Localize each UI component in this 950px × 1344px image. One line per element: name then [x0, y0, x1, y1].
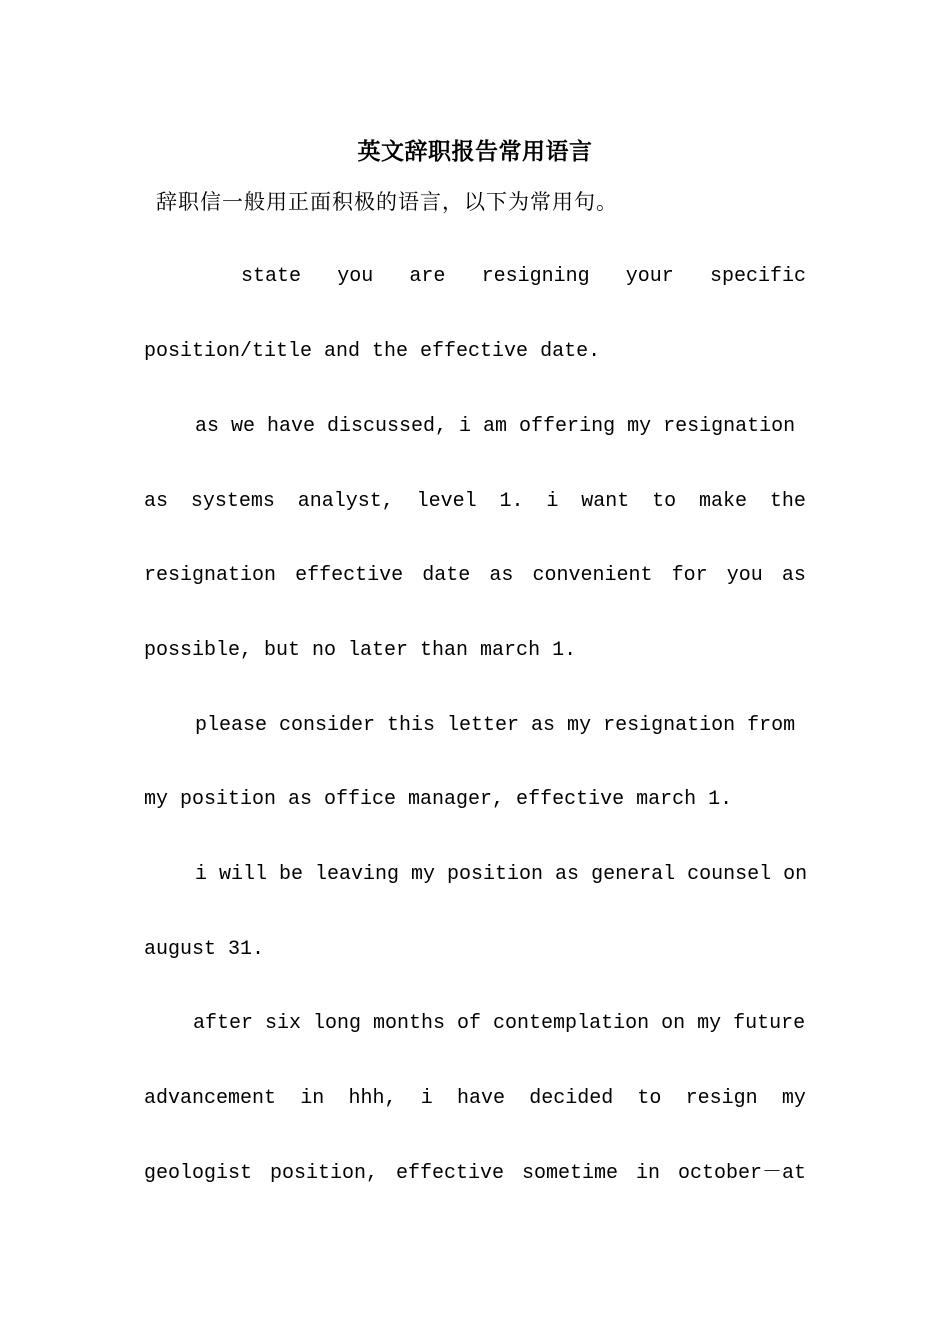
word: systems — [190, 490, 275, 513]
word: resign — [685, 1087, 758, 1110]
word: advancement — [144, 1087, 277, 1110]
text-line — [144, 487, 806, 517]
word: as — [144, 490, 169, 513]
text-line: as we have discussed, i am offering my resignation — [195, 415, 796, 438]
word: for — [671, 564, 708, 587]
word: convenient — [532, 564, 653, 587]
word: state — [241, 265, 302, 288]
word: level — [416, 490, 477, 513]
text-line: my position as office manager, effective march 1. — [144, 788, 733, 811]
word: 1. — [499, 490, 524, 513]
word: resigning — [481, 265, 590, 288]
word: as — [781, 564, 806, 587]
text-line — [241, 262, 806, 292]
word: to — [652, 490, 677, 513]
word: to — [637, 1087, 662, 1110]
word: hhh, — [348, 1087, 397, 1110]
text-line — [144, 1084, 806, 1114]
word: in — [635, 1162, 660, 1185]
word: make — [699, 490, 748, 513]
word: i — [420, 1087, 433, 1110]
word: analyst, — [297, 490, 394, 513]
text-line — [144, 561, 806, 591]
intro-paragraph: 辞职信一般用正面积极的语言，以下为常用句。 — [156, 190, 618, 214]
text-line: possible, but no later than march 1. — [144, 639, 577, 662]
word: effective — [396, 1162, 505, 1185]
word: in — [300, 1087, 325, 1110]
word: october－at — [677, 1162, 806, 1185]
word: resignation — [144, 564, 277, 587]
text-line: position/title and the effective date. — [144, 340, 601, 363]
word: date — [422, 564, 471, 587]
word: want — [581, 490, 630, 513]
word: you — [726, 564, 763, 587]
word: sometime — [522, 1162, 619, 1185]
word: position, — [270, 1162, 379, 1185]
text-line: august 31. — [144, 938, 265, 961]
word: the — [769, 490, 806, 513]
word: have — [456, 1087, 505, 1110]
word: geologist — [144, 1162, 253, 1185]
word: you — [337, 265, 374, 288]
text-line — [144, 1159, 806, 1189]
word: as — [489, 564, 514, 587]
text-line: after six long months of contemplation on my future — [193, 1012, 806, 1035]
word: i — [546, 490, 559, 513]
document-title: 英文辞职报告常用语言 — [357, 138, 593, 165]
word: effective — [295, 564, 404, 587]
word: your — [625, 265, 674, 288]
text-line: please consider this letter as my resignation from — [195, 714, 796, 737]
word: my — [781, 1087, 806, 1110]
word: decided — [529, 1087, 614, 1110]
text-line: i will be leaving my position as general counsel on — [195, 863, 808, 886]
word: are — [409, 265, 446, 288]
word: specific — [709, 265, 806, 288]
